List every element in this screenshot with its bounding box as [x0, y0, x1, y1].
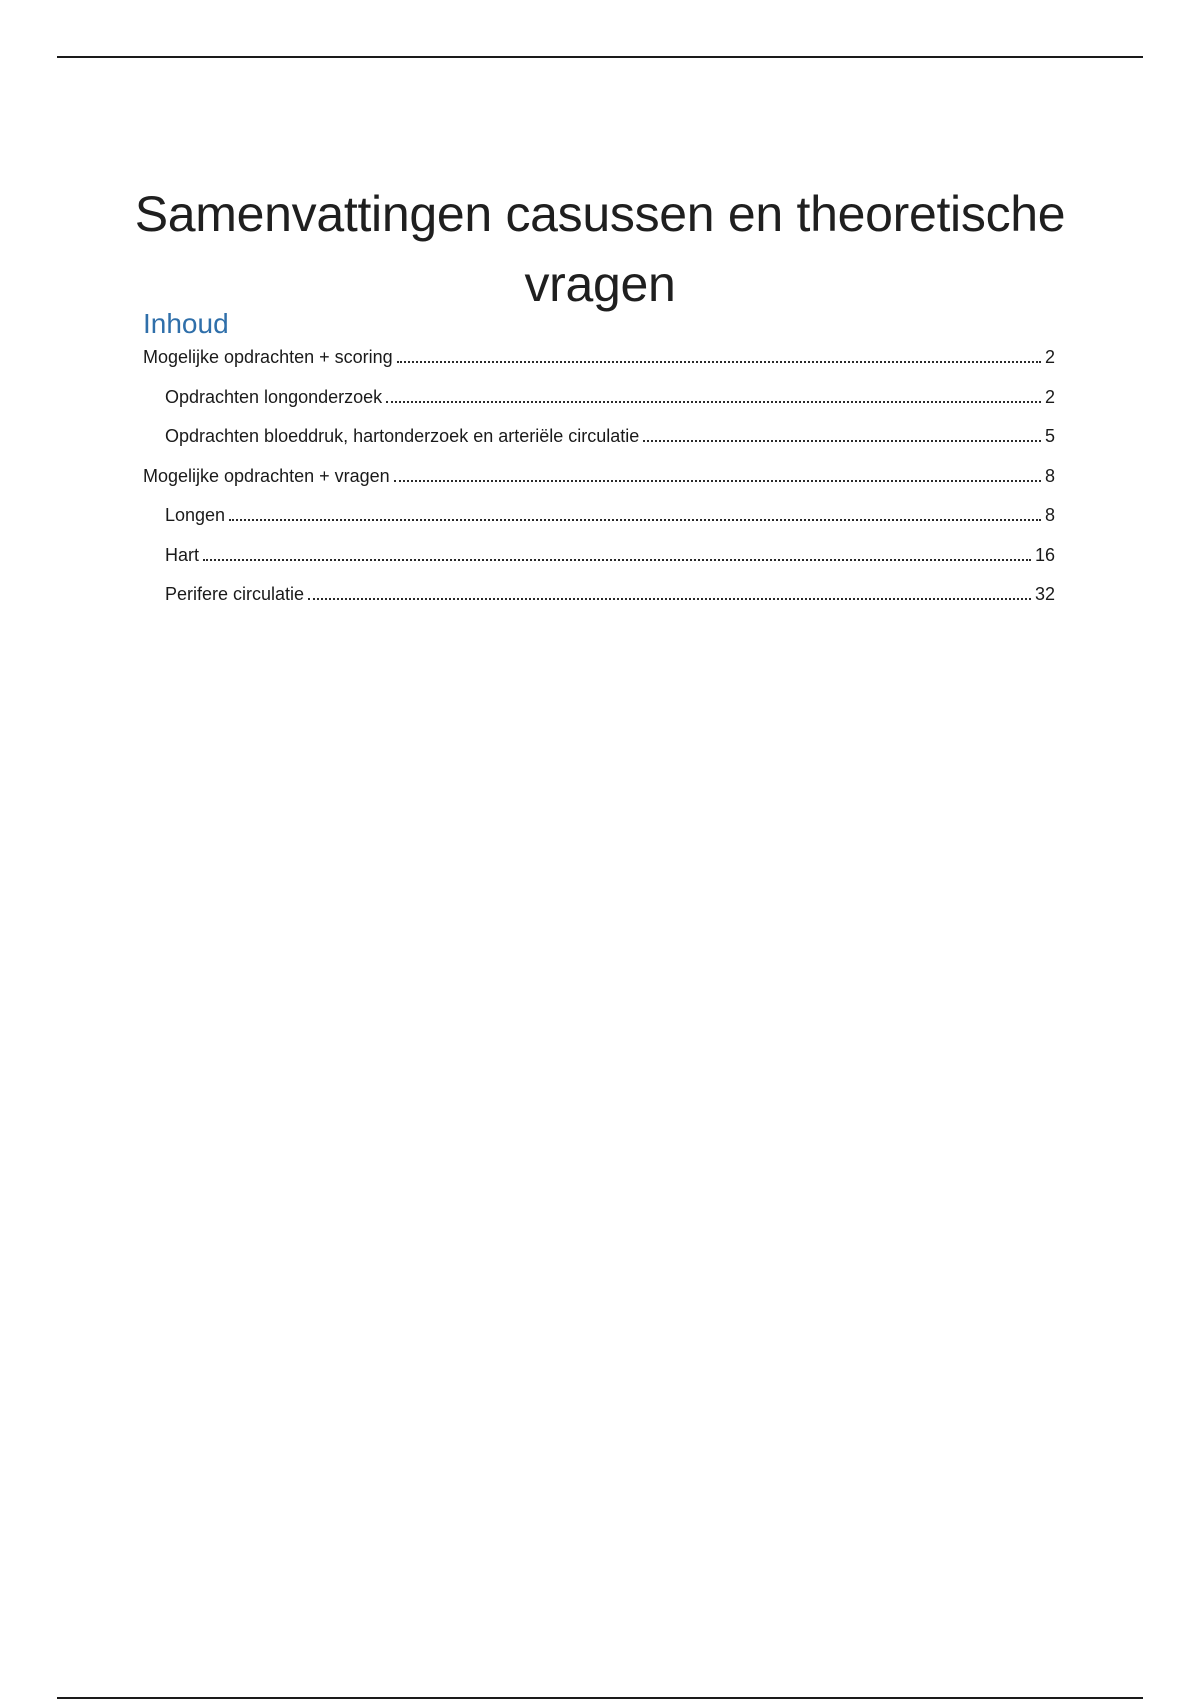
toc-entry-opdrachten-longonderzoek[interactable]	[165, 385, 1055, 409]
toc-entry-hart[interactable]	[165, 543, 1055, 567]
toc-dot-leader	[643, 440, 1041, 442]
header-rule	[57, 56, 1143, 58]
toc-entry-mogelijke-opdrachten-scoring[interactable]	[143, 345, 1055, 369]
toc-entry-label: Perifere circulatie	[165, 584, 305, 604]
toc-entry-label: Hart	[165, 545, 200, 565]
toc-dot-leader	[397, 361, 1041, 363]
toc-entry-page: 2	[1044, 347, 1055, 367]
toc-entry-perifere-circulatie[interactable]	[165, 582, 1055, 606]
toc-entry-longen[interactable]	[165, 503, 1055, 527]
footer-rule	[57, 1697, 1143, 1699]
toc-entry-page: 8	[1044, 466, 1055, 486]
toc-entry-page: 32	[1034, 584, 1055, 604]
toc-entry-label: Longen	[165, 505, 226, 525]
toc-entry-opdrachten-bloeddruk[interactable]	[165, 424, 1055, 448]
toc-entry-mogelijke-opdrachten-vragen[interactable]	[143, 464, 1055, 488]
toc-entry-page: 16	[1034, 545, 1055, 565]
toc-dot-leader	[386, 401, 1041, 403]
toc-entry-label: Mogelijke opdrachten + vragen	[143, 466, 390, 486]
toc-entry-page: 2	[1044, 387, 1055, 407]
toc-entry-page: 8	[1044, 505, 1055, 525]
toc-dot-leader	[203, 559, 1031, 561]
document-title-line-1: Samenvattingen casussen en theoretische	[134, 185, 1066, 242]
document-title	[130, 179, 1070, 319]
toc-dot-leader	[394, 480, 1041, 482]
toc-entry-label: Opdrachten bloeddruk, hartonderzoek en arteriële circulatie	[165, 426, 640, 446]
toc-heading: Inhoud	[143, 308, 229, 339]
toc-entry-label: Opdrachten longonderzoek	[165, 387, 383, 407]
toc-entry-page: 5	[1044, 426, 1055, 446]
toc-dot-leader	[229, 519, 1041, 521]
toc-entry-label: Mogelijke opdrachten + scoring	[143, 347, 393, 367]
toc-dot-leader	[308, 598, 1031, 600]
document-title-line-2: vragen	[524, 255, 676, 312]
